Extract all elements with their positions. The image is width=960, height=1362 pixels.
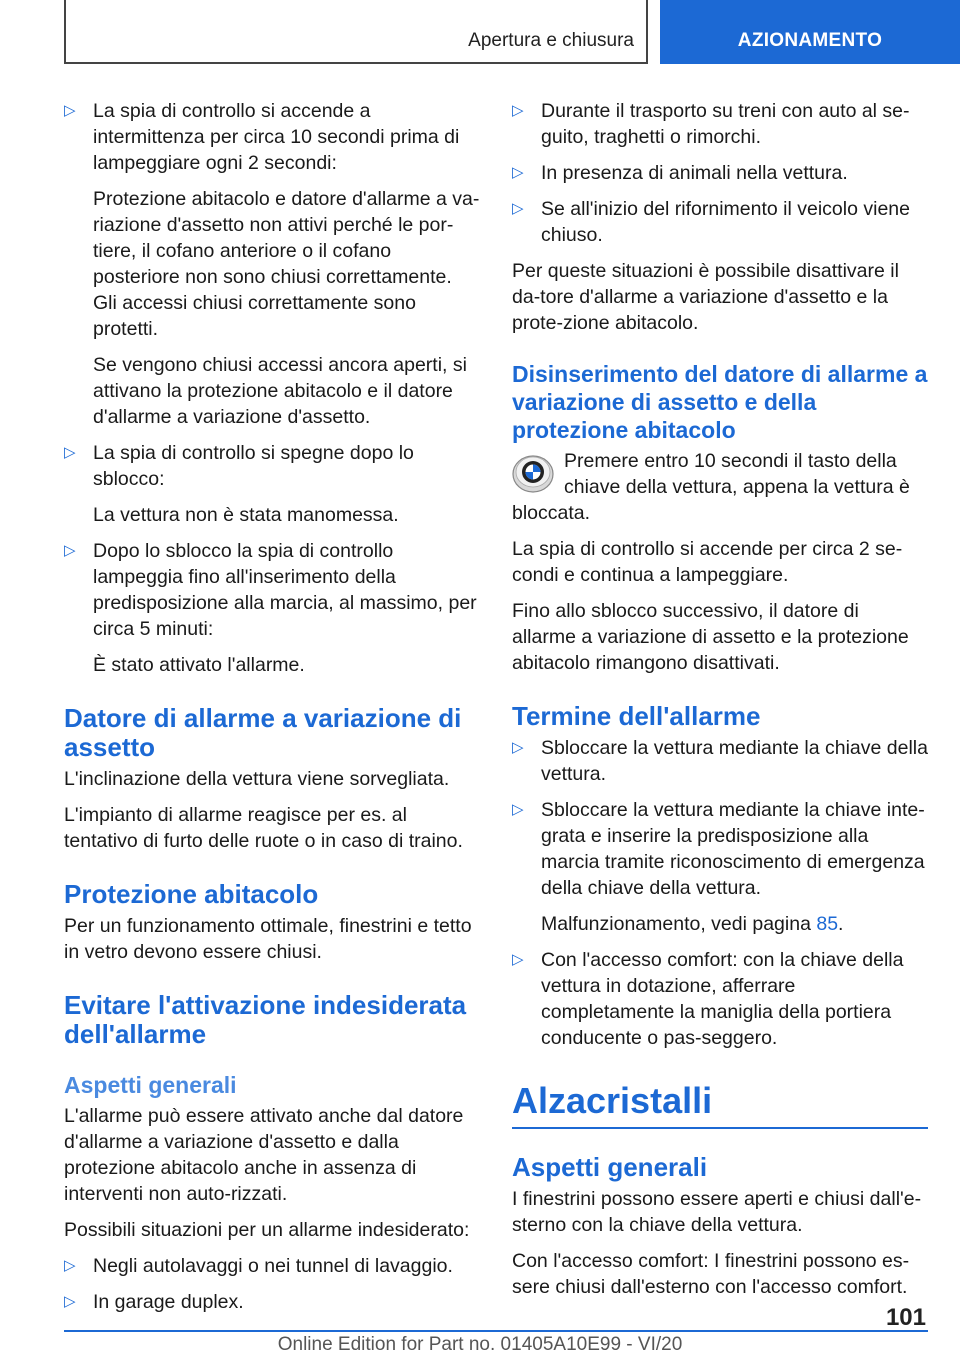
bmw-key-icon <box>512 452 554 494</box>
paragraph: Con l'accesso comfort: I finestrini possono es-sere chiusi dall'esterno con l'accesso comfort. <box>512 1250 910 1298</box>
paragraph: I finestrini possono essere aperti e chiusi dall'e-sterno con la chiave della vettura. <box>512 1188 922 1236</box>
footer-edition: Online Edition for Part no. 01405A10E99 - VI/20 <box>277 1334 683 1355</box>
paragraph-with-icon: Premere entro 10 secondi il tasto della chiave della vettura, appena la vettura è bloccata. <box>512 450 910 524</box>
heading-end-alarm: Termine dell'allarme <box>512 701 761 731</box>
list-item: ▷ Con l'accesso comfort: con la chiave della vettura in dotazione, afferrare completamente la maniglia della portiera conducente o pas-seggero. <box>512 949 904 1049</box>
subheading-windows-general: Aspetti generali <box>512 1152 708 1182</box>
heading-windows: Alzacristalli <box>512 1081 928 1129</box>
page-number: 101 <box>885 1304 926 1331</box>
paragraph: Possibili situazioni per un allarme indesiderato: <box>64 1219 470 1241</box>
triangle-bullet-icon: ▷ <box>512 739 524 756</box>
paragraph: La spia di controllo si accende per circa 2 se-condi e continua a lampeggiare. <box>512 538 903 586</box>
paragraph: Fino allo sblocco successivo, il datore di allarme a variazione di assetto e la protezione abitacolo rimangono disattivati. <box>512 600 909 674</box>
heading-disable-alarm: Disinserimento del datore di allarme a variazione di assetto e della protezione abitacolo <box>512 361 928 443</box>
triangle-bullet-icon: ▷ <box>64 542 76 559</box>
triangle-bullet-icon: ▷ <box>512 164 524 181</box>
paragraph: L'allarme può essere attivato anche dal datore d'allarme a variazione d'assetto e dalla protezione abitacolo anche in assenza di interventi non auto-rizzati. <box>64 1105 464 1205</box>
header-box <box>64 0 648 64</box>
list-item: ▷ Se all'inizio del rifornimento il veicolo viene chiuso. <box>512 198 910 246</box>
paragraph: Per queste situazioni è possibile disattivare il da-tore d'allarme a variazione d'assetto e la prote-zione abitacolo. <box>512 260 899 334</box>
list-item: ▷ Sbloccare la vettura mediante la chiave della vettura. <box>512 737 928 785</box>
list-item: ▷ Negli autolavaggi o nei tunnel di lavaggio. <box>64 1255 453 1277</box>
triangle-bullet-icon: ▷ <box>512 200 524 217</box>
footer-divider <box>64 1330 928 1332</box>
triangle-bullet-icon: ▷ <box>64 102 76 119</box>
paragraph: L'impianto di allarme reagisce per es. al tentativo di furto delle ruote o in caso di traino. <box>64 804 463 852</box>
list-item: ▷ Sbloccare la vettura mediante la chiave inte-grata e inserire la predisposizione alla marcia tramite riconoscimento di emergenza della chiave della vettura. Malfunzionamento, vedi pagina 85. <box>512 799 925 935</box>
section-tab[interactable]: AZIONAMENTO <box>660 0 960 64</box>
paragraph: Per un funzionamento ottimale, finestrini e tetto in vetro devono essere chiusi. <box>64 915 472 963</box>
triangle-bullet-icon: ▷ <box>512 102 524 119</box>
heading-tilt-alarm: Datore di allarme a variazione di assetto <box>64 703 462 762</box>
triangle-bullet-icon: ▷ <box>512 951 524 968</box>
paragraph: L'inclinazione della vettura viene sorvegliata. <box>64 768 450 790</box>
list-item: ▷ Dopo lo sblocco la spia di controllo lampeggia fino all'inserimento della predisposizione alla marcia, al massimo, per circa 5 minuti: È stato attivato l'allarme. <box>64 540 477 676</box>
page-link[interactable]: 85 <box>816 913 839 935</box>
right-column <box>512 98 928 1310</box>
triangle-bullet-icon: ▷ <box>512 801 524 818</box>
triangle-bullet-icon: ▷ <box>64 444 76 461</box>
list-item: ▷ Durante il trasporto su treni con auto al se-guito, traghetti o rimorchi. <box>512 100 910 148</box>
triangle-bullet-icon: ▷ <box>64 1293 76 1310</box>
heading-avoid-false-alarm: Evitare l'attivazione indesiderata dell'allarme <box>64 990 467 1049</box>
list-item: ▷ La spia di controllo si spegne dopo lo sblocco: La vettura non è stata manomessa. <box>64 442 414 526</box>
left-column <box>64 98 480 1325</box>
subheading-general: Aspetti generali <box>64 1072 237 1098</box>
chapter-title: Apertura e chiusura <box>468 30 634 51</box>
triangle-bullet-icon: ▷ <box>64 1257 76 1274</box>
list-item: ▷ In presenza di animali nella vettura. <box>512 162 848 184</box>
list-item: ▷ La spia di controllo si accende a intermittenza per circa 10 secondi prima di lampeggiare ogni 2 secondi: Protezione abitacolo e datore d'allarme a va-riazione d'assetto non attivi perché le por-tiere, il cofano anteriore o il cofano posteriore non sono chiusi correttamente. Gli accessi chiusi correttamente sono protetti. Se vengono chiusi accessi ancora aperti, si attivano la protezione abitacolo e il datore d'allarme a variazione d'assetto. <box>64 100 480 428</box>
heading-interior-protection: Protezione abitacolo <box>64 879 319 909</box>
list-item: ▷ In garage duplex. <box>64 1291 244 1313</box>
